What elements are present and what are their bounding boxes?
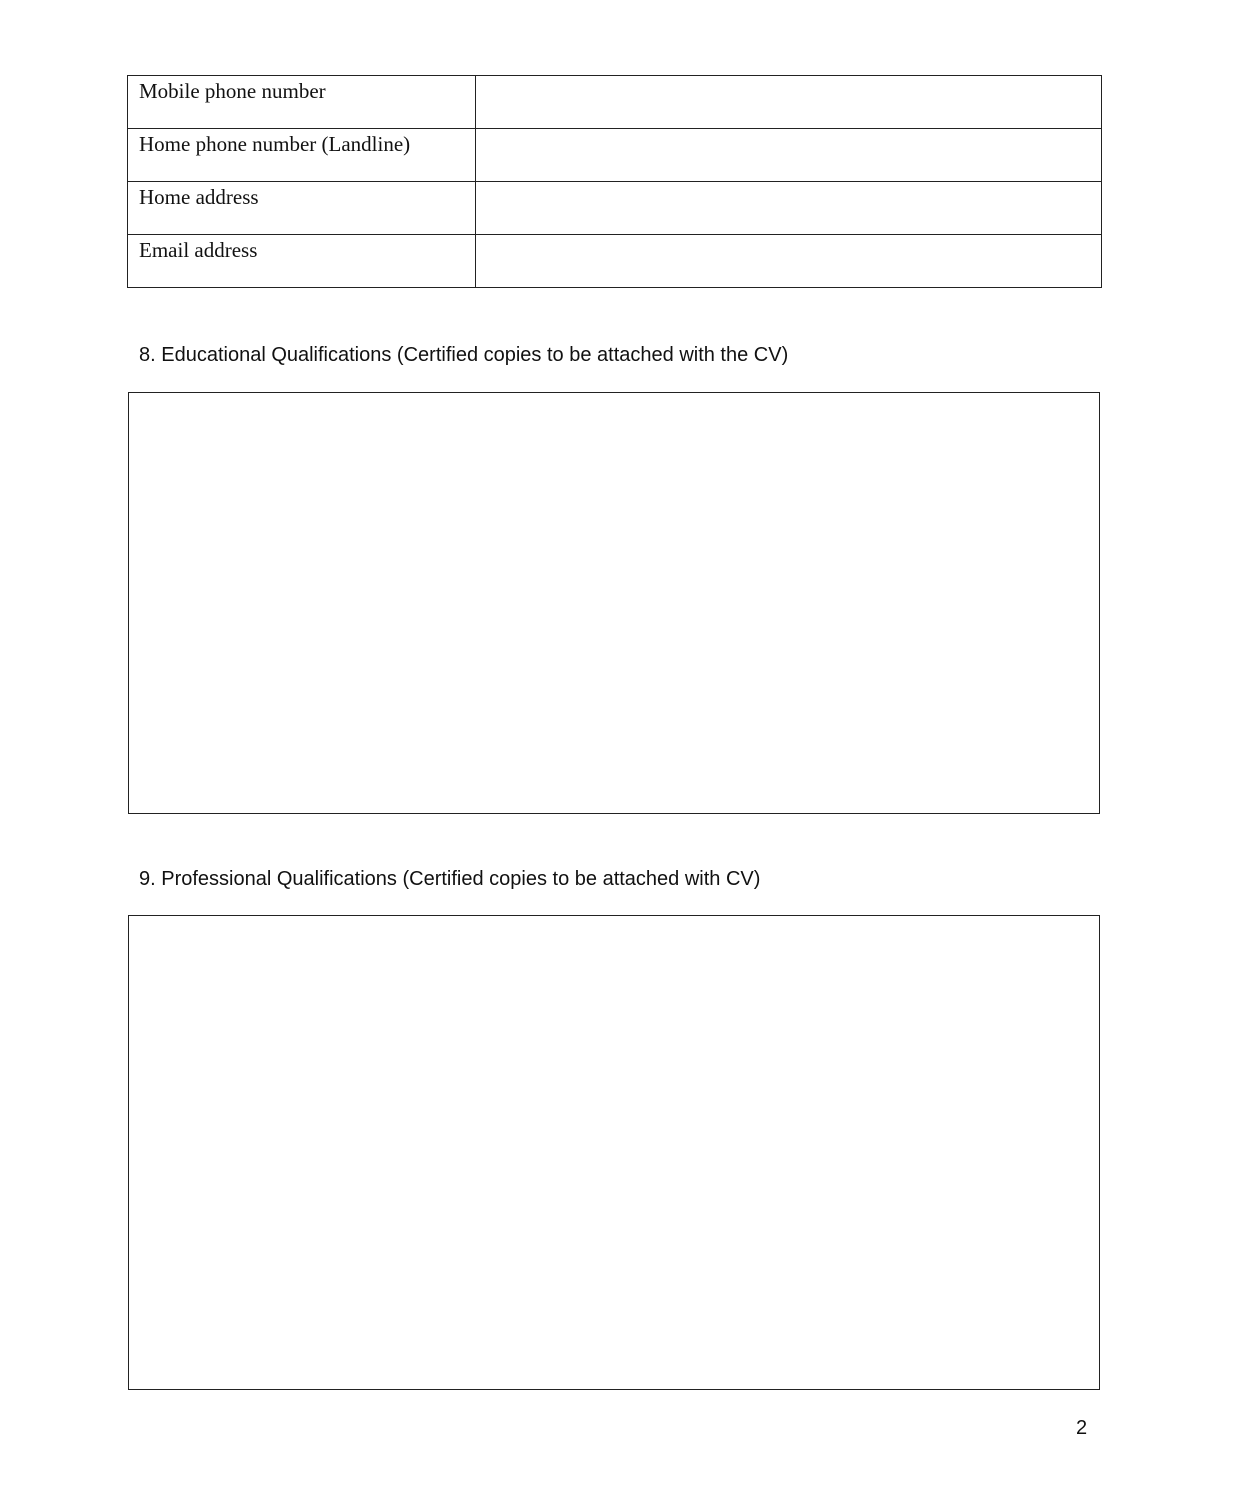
professional-qualifications-box bbox=[128, 915, 1100, 1390]
home-address-label: Home address bbox=[128, 182, 476, 235]
table-row-mobile-phone bbox=[128, 76, 1102, 129]
email-address-input[interactable] bbox=[476, 235, 1101, 287]
home-phone-label: Home phone number (Landline) bbox=[128, 129, 476, 182]
mobile-phone-cell bbox=[476, 76, 1102, 129]
email-address-label: Email address bbox=[128, 235, 476, 288]
email-address-cell bbox=[476, 235, 1102, 288]
page-number: 2 bbox=[1076, 1417, 1088, 1439]
table-row-home-phone bbox=[128, 129, 1102, 182]
educational-qualifications-heading: 8. Educational Qualifications (Certified copies to be attached with the CV) bbox=[139, 344, 789, 366]
home-address-input[interactable] bbox=[476, 182, 1101, 234]
table-row-home-address bbox=[128, 182, 1102, 235]
educational-qualifications-box bbox=[128, 392, 1100, 814]
mobile-phone-label: Mobile phone number bbox=[128, 76, 476, 129]
educational-qualifications-textarea[interactable] bbox=[129, 393, 1099, 813]
home-phone-cell bbox=[476, 129, 1102, 182]
home-address-cell bbox=[476, 182, 1102, 235]
mobile-phone-input[interactable] bbox=[476, 76, 1101, 128]
home-phone-input[interactable] bbox=[476, 129, 1101, 181]
table-row-email-address bbox=[128, 235, 1102, 288]
professional-qualifications-heading: 9. Professional Qualifications (Certified copies to be attached with CV) bbox=[139, 868, 761, 890]
contact-details-table bbox=[127, 75, 1102, 288]
professional-qualifications-textarea[interactable] bbox=[129, 916, 1099, 1389]
